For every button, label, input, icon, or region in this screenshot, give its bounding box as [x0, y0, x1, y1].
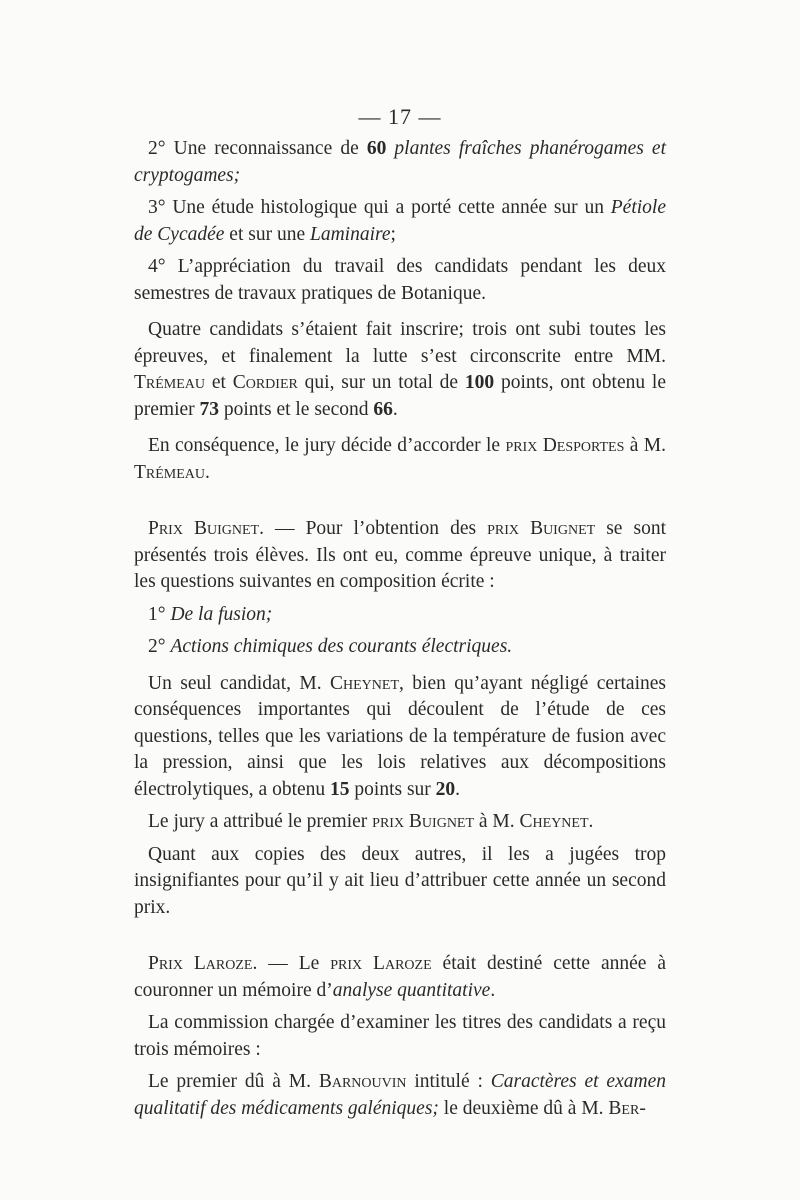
paragraph-cheynet: Un seul candidat, M. Cheynet, bien qu’ayant négligé certaines conséquences importantes qui découlent de l’étude de ces questions, telles que les variations de la température de fusion avec la pression, ainsi que les lois relatives aux décompositions électrolytiques, a obtenu 15 points sur 20.: [134, 672, 666, 800]
paragraph-prix-buignet: Prix Buignet. — Pour l’obtention des prix Buignet se sont présentés trois élèves. Ils ont eu, comme épreuve unique, à traiter les questions suivantes en composition écrite :: [134, 518, 667, 592]
paragraph-buignet-award: Le jury a attribué le premier prix Buignet à M. Cheynet.: [148, 811, 594, 832]
paragraph-item-2: 2° Une reconnaissance de 60 plantes fraîches phanérogames et cryptogames;: [134, 138, 666, 186]
question-2: 2° Actions chimiques des courants électriques.: [148, 636, 513, 657]
text-column: [134, 136, 666, 1122]
paragraph-item-4: 4° L’appréciation du travail des candidats pendant les deux semestres de travaux pratiques de Botanique.: [134, 256, 666, 304]
paragraph-item-3: 3° Une étude histologique qui a porté cette année sur un Pétiole de Cycadée et sur une Laminaire;: [134, 197, 666, 245]
paragraph-memoires: Le premier dû à M. Barnouvin intitulé : Caractères et examen qualitatif des médicaments galéniques; le deuxième dû à M. Ber-: [134, 1071, 666, 1119]
question-1: 1° De la fusion;: [148, 603, 273, 625]
paragraph-prix-laroze: Prix Laroze. — Le prix Laroze était destiné cette année à couronner un mémoire d’analyse quantitative.: [134, 953, 666, 1001]
paragraph-candidates: Quatre candidats s’étaient fait inscrire; trois ont subi toutes les épreuves, et finalement la lutte s’est circonscrite entre MM. Trémeau et Cordier qui, sur un total de 100 points, ont obtenu le premier 73 points et le second 66.: [134, 319, 666, 420]
page-number: — 17 —: [358, 104, 442, 129]
paragraph-desportes-award: En conséquence, le jury décide d’accorder le prix Desportes à M. Trémeau.: [134, 435, 666, 483]
paragraph-commission: La commission chargée d’examiner les titres des candidats a reçu trois mémoires :: [134, 1012, 666, 1060]
paragraph-other-copies: Quant aux copies des deux autres, il les a jugées trop insignifiantes pour qu’il y ait lieu d’attribuer cette année un second prix.: [134, 843, 666, 918]
